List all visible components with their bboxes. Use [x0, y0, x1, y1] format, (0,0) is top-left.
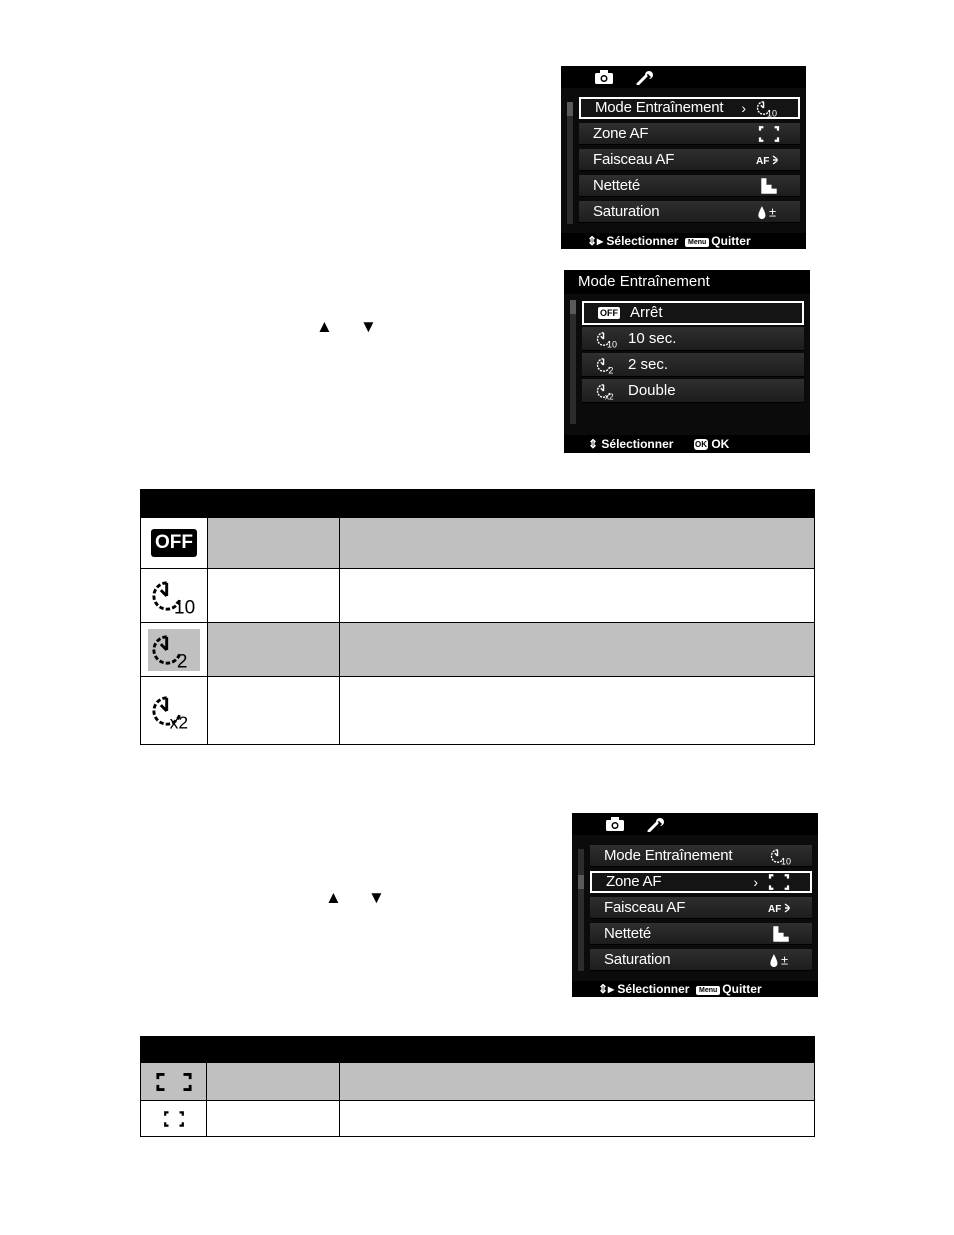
- sharpness-icon: [768, 925, 794, 943]
- menu-item-label: Mode Entraînement: [604, 847, 733, 864]
- up-down-icon: ⇕: [588, 437, 599, 451]
- submenu-title: Mode Entraînement: [564, 270, 810, 294]
- menu-item-label: Faisceau AF: [604, 899, 686, 916]
- menu-item-af-zone[interactable]: [590, 871, 812, 893]
- menu-item-label: Faisceau AF: [593, 151, 675, 168]
- navigate-icon: ⇕▸: [598, 982, 615, 996]
- saturation-icon: [768, 951, 794, 969]
- menu-item-label: Saturation: [593, 203, 660, 220]
- up-arrow-icon: ▲: [325, 888, 342, 907]
- table-header-row: [141, 1037, 815, 1063]
- down-arrow-icon: ▼: [368, 888, 385, 907]
- timer-10-icon: [596, 330, 618, 348]
- submenu-hint-bar: [564, 435, 810, 453]
- menu-item-drive-mode[interactable]: [579, 97, 800, 119]
- menu-item-label: Zone AF: [606, 873, 662, 890]
- select-hint: ⇕▸ Sélectionner: [598, 982, 690, 996]
- select-hint: ⇕ Sélectionner: [588, 437, 674, 451]
- menu-item-label: Netteté: [593, 177, 640, 194]
- off-icon: OFF: [151, 529, 197, 557]
- menu-tab-bar: [572, 813, 818, 835]
- table-row: [141, 1101, 815, 1137]
- timer-2-icon: [152, 631, 196, 669]
- menu-item-sharpness[interactable]: [590, 923, 812, 945]
- off-icon: OFF: [600, 308, 618, 318]
- af-zone-center-icon: [766, 873, 792, 891]
- submenu-item-10-sec[interactable]: [582, 327, 804, 351]
- menu-item-af-zone[interactable]: [579, 123, 800, 145]
- saturation-icon: [756, 203, 782, 221]
- submenu-item-double[interactable]: [582, 379, 804, 403]
- wrench-icon[interactable]: [635, 69, 655, 85]
- navigate-icon: ⇕▸: [587, 234, 604, 248]
- menu-item-label: Mode Entraînement: [595, 99, 724, 116]
- table-row: [141, 677, 815, 745]
- af-zone-center-icon: [163, 1109, 185, 1129]
- af-beam-icon: [768, 899, 794, 917]
- menu-item-af-beam[interactable]: [590, 897, 812, 919]
- menu-item-drive-mode[interactable]: [590, 845, 812, 867]
- menu-item-sharpness[interactable]: [579, 175, 800, 197]
- af-beam-icon: [756, 151, 782, 169]
- sharpness-icon: [756, 177, 782, 195]
- table-row: [141, 623, 815, 677]
- menu-item-saturation[interactable]: [579, 201, 800, 223]
- drive-mode-submenu-screen: [564, 270, 810, 453]
- table-row: [141, 1063, 815, 1101]
- drive-mode-table: [140, 489, 815, 745]
- menu-tab-bar: [561, 66, 806, 88]
- menu-button-icon: Menu: [685, 238, 709, 247]
- camera-menu-screen-2: [572, 813, 818, 997]
- menu-hint-bar: [561, 233, 806, 249]
- submenu-item-label: Arrêt: [630, 304, 663, 321]
- camera-menu-screen-1: [561, 66, 806, 249]
- wrench-icon[interactable]: [646, 816, 666, 832]
- down-arrow-icon: ▼: [360, 317, 377, 336]
- menu-button-icon: Menu: [696, 986, 720, 995]
- submenu-item-label: 10 sec.: [628, 330, 677, 347]
- up-arrow-icon: ▲: [316, 317, 333, 336]
- menu-scrollbar[interactable]: [578, 849, 584, 971]
- af-zone-wide-icon: [155, 1071, 193, 1093]
- timer-10-icon: [754, 99, 780, 117]
- quit-hint: Menu Quitter: [696, 981, 762, 997]
- camera-icon[interactable]: [605, 816, 625, 832]
- af-zone-table: [140, 1036, 815, 1137]
- camera-icon[interactable]: [594, 69, 614, 85]
- chevron-right-icon: ›: [741, 100, 746, 116]
- select-hint: ⇕▸ Sélectionner: [587, 234, 679, 248]
- menu-item-label: Netteté: [604, 925, 651, 942]
- menu-scrollbar[interactable]: [567, 102, 573, 224]
- submenu-item-label: Double: [628, 382, 676, 399]
- table-row: [141, 569, 815, 623]
- ok-hint: OK OK: [695, 437, 730, 451]
- timer-double-icon: [596, 382, 618, 400]
- timer-double-icon: [152, 692, 196, 730]
- table-row: [141, 518, 815, 569]
- timer-10-icon: [152, 577, 196, 615]
- quit-hint: Menu Quitter: [685, 233, 751, 249]
- submenu-item-label: 2 sec.: [628, 356, 669, 373]
- menu-item-label: Zone AF: [593, 125, 649, 142]
- chevron-right-icon: ›: [753, 874, 758, 890]
- submenu-item-2-sec[interactable]: [582, 353, 804, 377]
- submenu-scrollbar[interactable]: [570, 300, 576, 424]
- af-zone-center-icon: [756, 125, 782, 143]
- timer-10-icon: [768, 847, 794, 865]
- submenu-item-off[interactable]: [582, 301, 804, 325]
- menu-item-saturation[interactable]: [590, 949, 812, 971]
- menu-item-af-beam[interactable]: [579, 149, 800, 171]
- timer-2-icon: [596, 356, 618, 374]
- ok-button-icon: OK: [695, 440, 707, 449]
- menu-item-label: Saturation: [604, 951, 671, 968]
- menu-hint-bar: [572, 981, 818, 997]
- table-header-row: [141, 490, 815, 518]
